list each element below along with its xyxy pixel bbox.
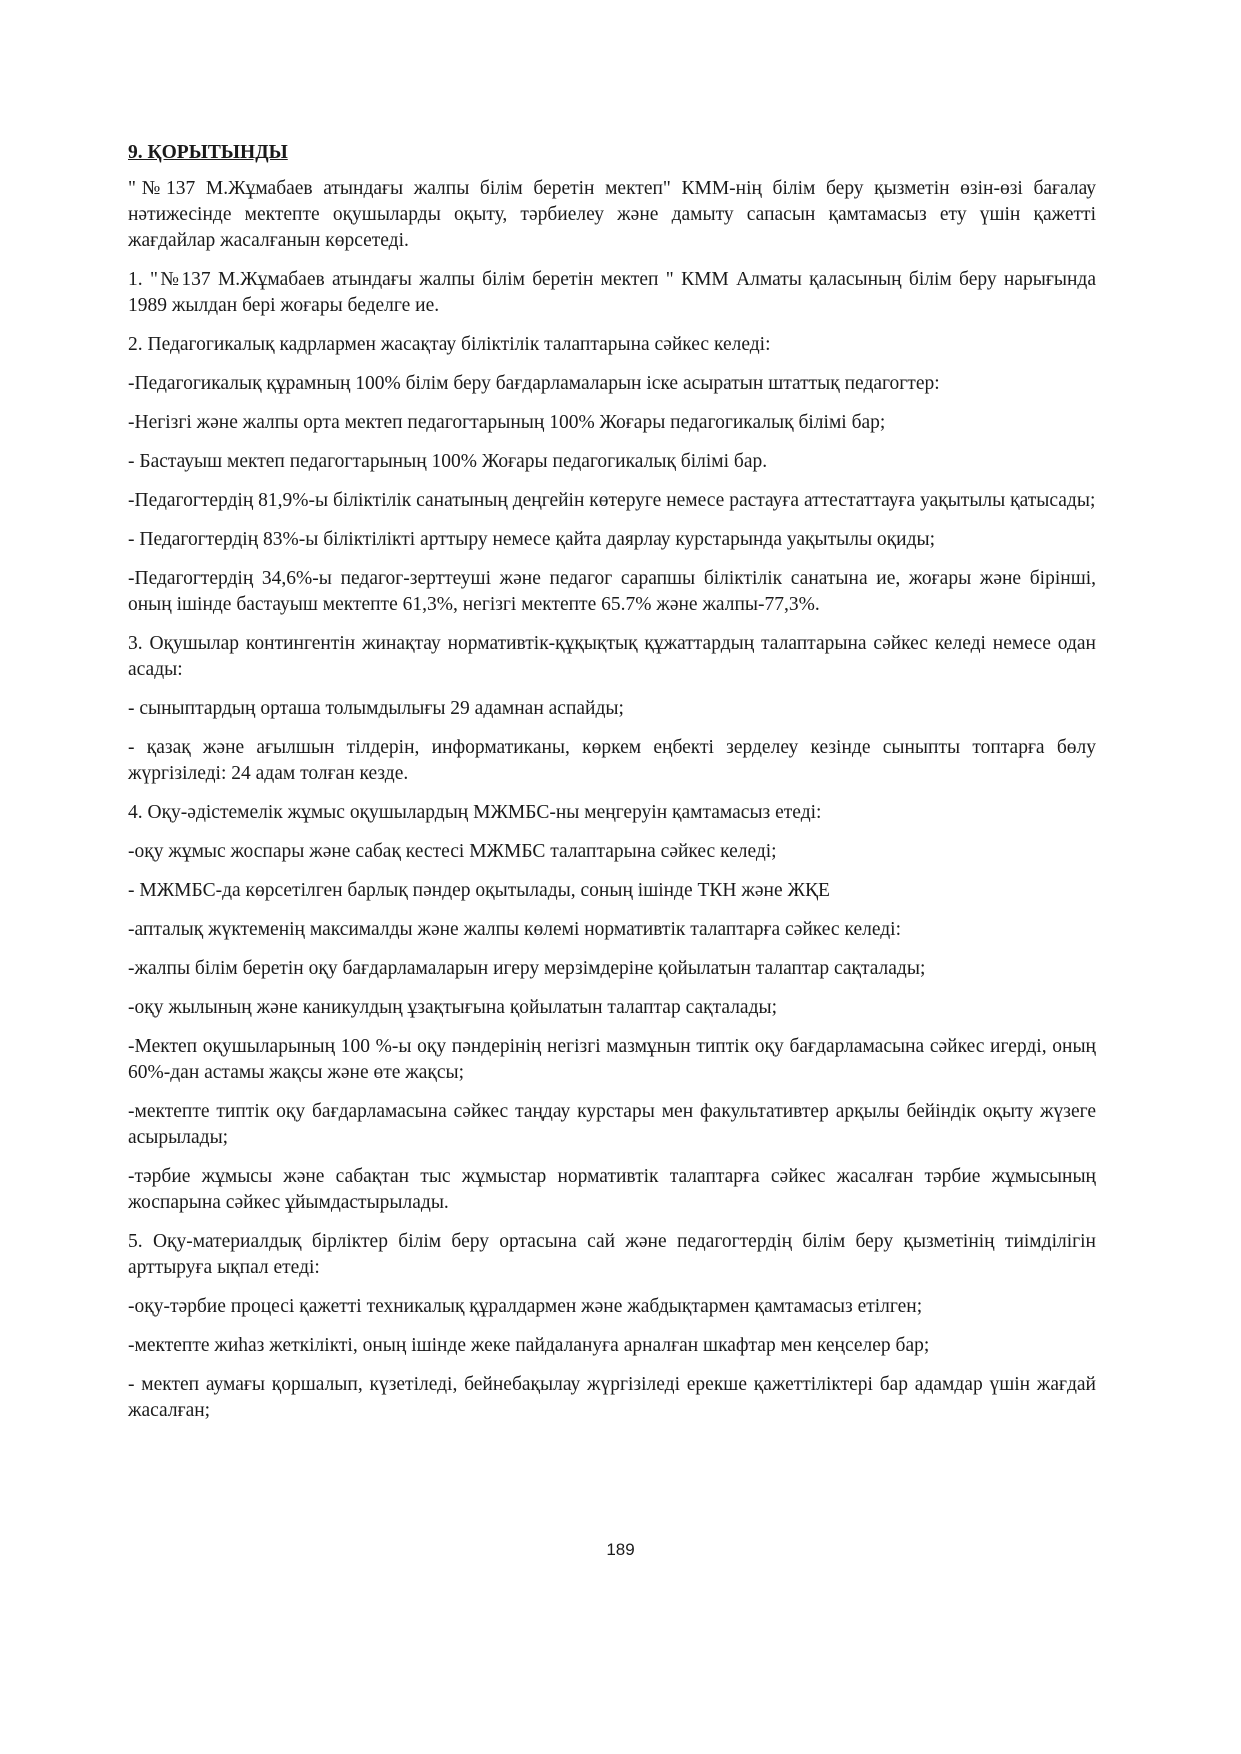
list-item: -оқу жұмыс жоспары және сабақ кестесі МЖМБС талаптарына сәйкес келеді; bbox=[128, 841, 777, 862]
list-item: -мектепте жиһаз жеткілікті, оның ішінде жеке пайдалануға арналған шкафтар мен кеңселер бар; bbox=[128, 1335, 930, 1356]
list-item: -Негізгі және жалпы орта мектеп педагогтарының 100% Жоғары педагогикалық білімі бар; bbox=[128, 412, 886, 433]
paragraph-5: 5. Оқу-материалдық бірліктер білім беру ортасына сай және педагогтердің білім беру қызметінің тиімділігін арттыруға ықпал етеді: bbox=[128, 1231, 1096, 1278]
list-item: - Педагогтердің 83%-ы біліктілікті арттыру немесе қайта даярлау курстарында уақытылы оқиды; bbox=[128, 529, 936, 550]
body-text bbox=[128, 176, 1096, 1424]
list-item: -тәрбие жұмысы және сабақтан тыс жұмыстар нормативтік талаптарға сәйкес жасалған тәрбие жұмысының жоспарына сәйкес ұйымдастырылады. bbox=[128, 1166, 1096, 1213]
list-item: -Педагогтердің 81,9%-ы біліктілік санатының деңгейін көтеруге немесе растауға аттестаттауға уақытылы қатысады; bbox=[128, 490, 1096, 511]
paragraph-2: 2. Педагогикалық кадрлармен жасақтау біліктілік талаптарына сәйкес келеді: bbox=[128, 334, 771, 355]
paragraph-4: 4. Оқу-әдістемелік жұмыс оқушылардың МЖМБС-ны меңгеруін қамтамасыз етеді: bbox=[128, 802, 822, 823]
section-title: 9. ҚОРЫТЫНДЫ bbox=[128, 142, 288, 163]
paragraph-1: 1. "№137 М.Жұмабаев атындағы жалпы білім беретін мектеп " КММ Алматы қаласының білім беру нарығында 1989 жылдан бері жоғары беделге ие. bbox=[128, 269, 1096, 316]
paragraph-intro: "№137 М.Жұмабаев атындағы жалпы білім беретін мектеп" КММ-нің білім беру қызметін өзін-өзі бағалау нәтижесінде мектепте оқушыларды оқыту, тәрбиелеу және дамыту сапасын қамтамасыз ету үшін қажетті жағдайлар жасалғанын көрсетеді. bbox=[128, 178, 1096, 251]
paragraph-3: 3. Оқушылар контингентін жинақтау нормативтік-құқықтық құжаттардың талаптарына сәйкес келеді немесе одан асады: bbox=[128, 633, 1096, 680]
document-page bbox=[128, 140, 1096, 1437]
list-item: -апталық жүктеменің максималды және жалпы көлемі нормативтік талаптарға сәйкес келеді: bbox=[128, 919, 901, 940]
list-item: -Мектеп оқушыларының 100 %-ы оқу пәндерінің негізгі мазмұнын типтік оқу бағдарламасына сәйкес игерді, оның 60%-дан астамы жақсы және өте жақсы; bbox=[128, 1036, 1096, 1083]
list-item: -Педагогтердің 34,6%-ы педагог-зерттеуші және педагог сарапшы біліктілік санатына ие, жоғары және бірінші, оның ішінде бастауыш мектепте 61,3%, негізгі мектепте 65.7% және жалпы-77,3%. bbox=[128, 568, 1096, 615]
list-item: - сыныптардың орташа толымдылығы 29 адамнан аспайды; bbox=[128, 698, 624, 719]
list-item: -мектепте типтік оқу бағдарламасына сәйкес таңдау курстары мен факультативтер арқылы бейіндік оқыту жүзеге асырылады; bbox=[128, 1101, 1096, 1148]
list-item: -оқу жылының және каникулдың ұзақтығына қойылатын талаптар сақталады; bbox=[128, 997, 778, 1018]
list-item: -жалпы білім беретін оқу бағдарламаларын игеру мерзімдеріне қойылатын талаптар сақталады; bbox=[128, 958, 926, 979]
list-item: - мектеп аумағы қоршалып, күзетіледі, бейнебақылау жүргізіледі ерекше қажеттіліктері бар адамдар үшін жағдай жасалған; bbox=[128, 1374, 1096, 1421]
page-number: 189 bbox=[606, 1540, 635, 1559]
list-item: -оқу-тәрбие процесі қажетті техникалық құралдармен және жабдықтармен қамтамасыз етілген; bbox=[128, 1296, 923, 1317]
list-item: - Бастауыш мектеп педагогтарының 100% Жоғары педагогикалық білімі бар. bbox=[128, 451, 768, 472]
list-item: - МЖМБС-да көрсетілген барлық пәндер оқытылады, соның ішінде ТКН және ЖҚЕ bbox=[128, 880, 830, 901]
list-item: -Педагогикалық құрамның 100% білім беру бағдарламаларын іске асыратын штаттық педагогтер: bbox=[128, 373, 940, 394]
list-item: - қазақ және ағылшын тілдерін, информатиканы, көркем еңбекті зерделеу кезінде сыныпты топтарға бөлу жүргізіледі: 24 адам толған кезде. bbox=[128, 737, 1096, 784]
